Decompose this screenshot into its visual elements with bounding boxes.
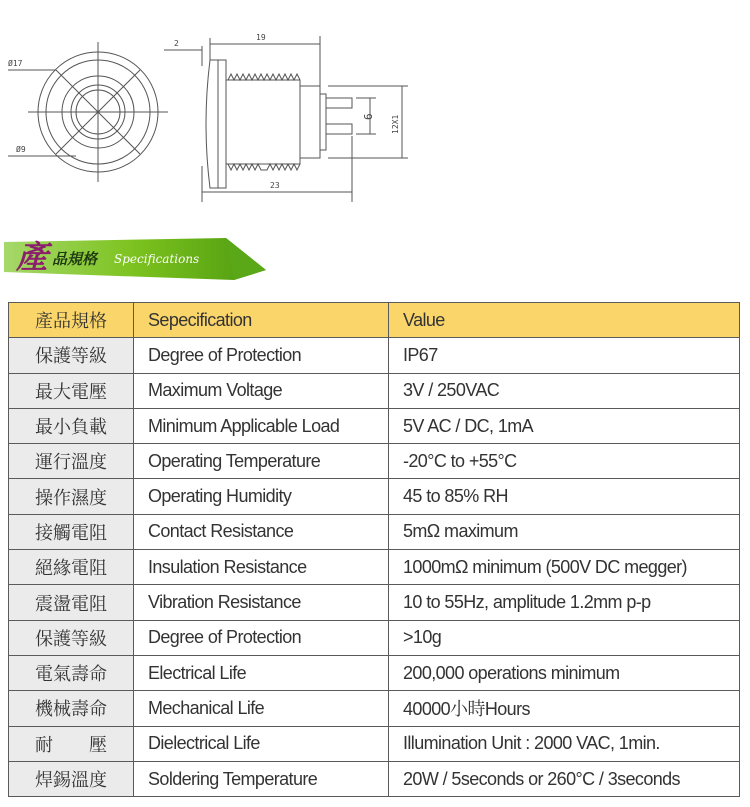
row-zh: 電氣壽命 (9, 655, 134, 690)
table-row (9, 514, 740, 549)
table-row (9, 408, 740, 443)
table-row (9, 444, 740, 479)
header-specification: Sepecification (134, 303, 389, 338)
row-zh: 絕緣電阻 (9, 550, 134, 585)
row-value: -20°C to +55°C (389, 444, 740, 479)
row-value: Illumination Unit : 2000 VAC, 1min. (389, 726, 740, 761)
banner-big-char: 產 (16, 238, 49, 276)
table-row (9, 479, 740, 514)
row-value: IP67 (389, 338, 740, 373)
row-specification: Electrical Life (134, 655, 389, 690)
banner-chinese: 品規格 (52, 250, 98, 268)
header-zh: 產品規格 (9, 303, 134, 338)
row-zh: 保護等級 (9, 620, 134, 655)
row-zh: 保護等級 (9, 338, 134, 373)
row-specification: Degree of Protection (134, 338, 389, 373)
row-value: 5V AC / DC, 1mA (389, 408, 740, 443)
dim-thread: 12X1 (391, 114, 400, 134)
specifications-table (8, 302, 740, 797)
row-zh: 耐 壓 (9, 726, 134, 761)
header-value: Value (389, 303, 740, 338)
banner-english: Specifications (114, 252, 200, 266)
dimension-drawing-svg (6, 6, 408, 218)
row-value: 5mΩ maximum (389, 514, 740, 549)
row-specification: Maximum Voltage (134, 373, 389, 408)
row-zh: 最小負載 (9, 408, 134, 443)
row-zh: 機械壽命 (9, 691, 134, 726)
row-value: 45 to 85% RH (389, 479, 740, 514)
row-zh: 最大電壓 (9, 373, 134, 408)
row-value: 1000mΩ minimum (500V DC megger) (389, 550, 740, 585)
table-row (9, 691, 740, 726)
row-zh: 焊錫溫度 (9, 761, 134, 796)
row-specification: Operating Temperature (134, 444, 389, 479)
specifications-table-wrap (8, 302, 740, 797)
row-value: 20W / 5seconds or 260°C / 3seconds (389, 761, 740, 796)
row-value: 10 to 55Hz, amplitude 1.2mm p-p (389, 585, 740, 620)
row-value: 3V / 250VAC (389, 373, 740, 408)
row-zh: 接觸電阻 (9, 514, 134, 549)
row-specification: Mechanical Life (134, 691, 389, 726)
dim-outer-diameter: Ø17 (8, 59, 23, 68)
row-specification: Dielectrical Life (134, 726, 389, 761)
row-specification: Vibration Resistance (134, 585, 389, 620)
row-value: 200,000 operations minimum (389, 655, 740, 690)
row-specification: Insulation Resistance (134, 550, 389, 585)
row-zh: 運行溫度 (9, 444, 134, 479)
row-specification: Minimum Applicable Load (134, 408, 389, 443)
banner-graphic (0, 226, 270, 284)
dim-2: 2 (174, 39, 179, 48)
table-row (9, 585, 740, 620)
row-zh: 震盪電阻 (9, 585, 134, 620)
table-header-row (9, 303, 740, 338)
dim-inner-diameter: Ø9 (16, 145, 26, 154)
table-row (9, 726, 740, 761)
row-specification: Degree of Protection (134, 620, 389, 655)
technical-drawing (6, 6, 408, 218)
dim-23: 23 (270, 181, 280, 190)
table-row (9, 761, 740, 796)
table-row (9, 550, 740, 585)
dim-6: 6 (362, 113, 375, 120)
table-row (9, 338, 740, 373)
row-zh: 操作濕度 (9, 479, 134, 514)
dim-19: 19 (256, 33, 266, 42)
row-specification: Soldering Temperature (134, 761, 389, 796)
row-specification: Operating Humidity (134, 479, 389, 514)
specifications-banner (0, 226, 270, 284)
table-row (9, 620, 740, 655)
table-row (9, 373, 740, 408)
table-row (9, 655, 740, 690)
row-value: 40000小時Hours (389, 691, 740, 726)
row-value: >10g (389, 620, 740, 655)
row-specification: Contact Resistance (134, 514, 389, 549)
